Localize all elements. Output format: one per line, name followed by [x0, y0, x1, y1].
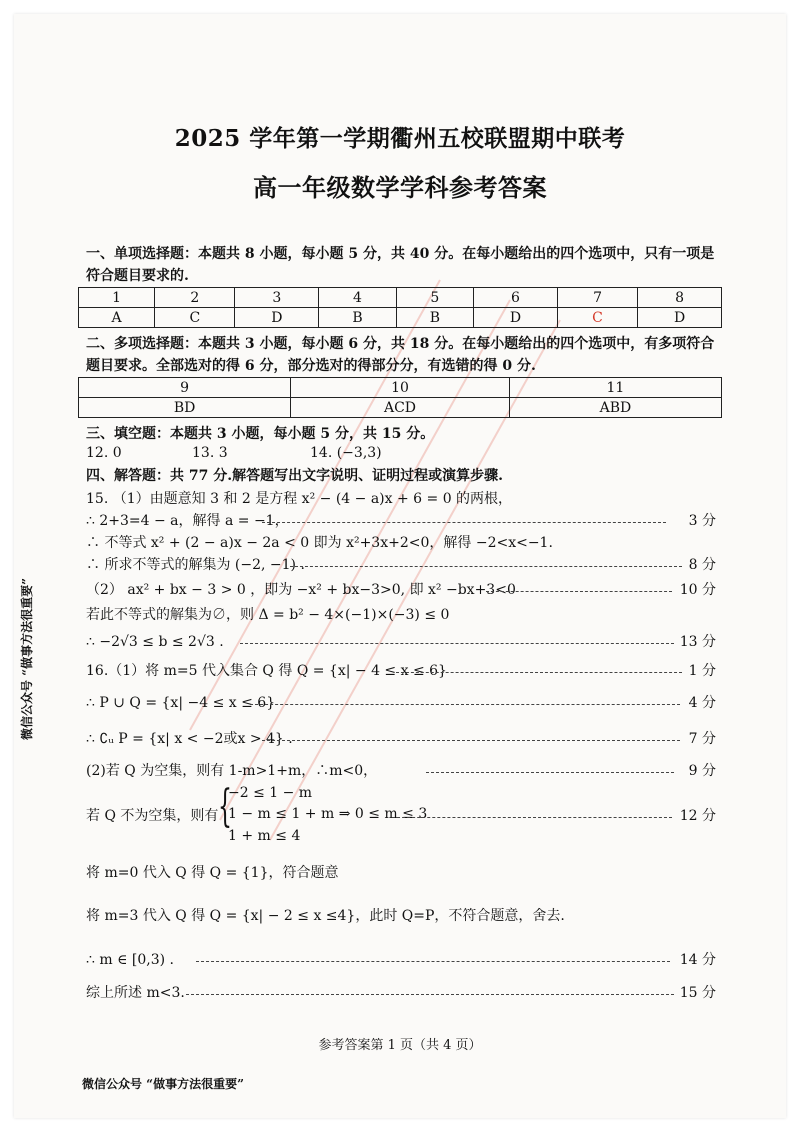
table-cell: 1 — [79, 288, 155, 308]
section1-heading: 一、单项选择题：本题共 8 小题，每小题 5 分，共 40 分。在每小题给出的四个选项中，只有一项是 — [86, 246, 715, 262]
score-mark: 7 分 — [688, 731, 716, 747]
table-cell: ABD — [509, 398, 721, 418]
section2-heading-cont: 题目要求。全部选对的得 6 分，部分选对的得部分分，有选错的得 0 分. — [86, 358, 536, 374]
dashed-leader — [196, 961, 670, 962]
mcq-multi-table — [78, 377, 722, 418]
dashed-leader — [250, 704, 680, 705]
answer-12: 12. 0 — [86, 445, 122, 461]
dashed-leader — [426, 772, 674, 773]
table-cell: D — [235, 308, 319, 328]
table-cell: 10 — [291, 378, 510, 398]
table-cell: A — [79, 308, 155, 328]
q16-line4: (2)若 Q 为空集，则有 1-m>1+m，∴m<0， — [86, 763, 378, 779]
section3-heading: 三、填空题：本题共 3 小题，每小题 5 分，共 15 分。 — [86, 426, 435, 442]
q16-line9: 综上所述 m<3. — [86, 985, 185, 1001]
section1-heading-cont: 符合题目要求的. — [86, 268, 189, 284]
q15-line6: 若此不等式的解集为∅，则 Δ = b² − 4×(−1)×(−3) ≤ 0 — [86, 607, 450, 623]
table-cell: 9 — [79, 378, 291, 398]
q16-line3: ∴ ∁ᵤ P = {x| x < −2或x > 4} . — [86, 731, 293, 747]
q15-line3: ∴ 不等式 x² + (2 − a)x − 2a < 0 即为 x²+3x+2<0，解得 −2<x<−1. — [86, 535, 553, 551]
score-mark: 10 分 — [679, 582, 716, 598]
score-mark: 15 分 — [679, 985, 716, 1001]
answer-13: 13. 3 — [192, 445, 228, 461]
q16-line6: 将 m=0 代入 Q 得 Q = {1}，符合题意 — [86, 865, 339, 881]
answer-14: 14. (−3,3) — [310, 445, 382, 461]
table-cell: 3 — [235, 288, 319, 308]
table-cell: D — [638, 308, 722, 328]
score-mark: 3 分 — [688, 513, 716, 529]
table-cell: 4 — [319, 288, 396, 308]
watermark-text: 微信公众号 “做事方法很重要” — [82, 1077, 244, 1091]
table-cell: ACD — [291, 398, 510, 418]
dashed-leader — [486, 591, 672, 592]
dashed-leader — [290, 566, 682, 567]
table-cell: 7 — [557, 288, 637, 308]
table-row — [79, 378, 722, 398]
score-mark: 1 分 — [688, 663, 716, 679]
q15-line2: ∴ 2+3=4 − a，解得 a = −1， — [86, 513, 289, 529]
q16-line1: 16.（1）将 m=5 代入集合 Q 得 Q = {x| − 4 ≤ x ≤ 6} — [86, 663, 447, 679]
table-cell: 11 — [509, 378, 721, 398]
q15-line7: ∴ −2√3 ≤ b ≤ 2√3 . — [86, 634, 224, 650]
q16-line2: ∴ P ∪ Q = {x| −4 ≤ x ≤ 6} — [86, 695, 276, 711]
system-line: −2 ≤ 1 − m — [228, 785, 313, 801]
table-cell: 6 — [474, 288, 558, 308]
table-cell: 8 — [638, 288, 722, 308]
mcq-single-table — [78, 287, 722, 328]
table-row — [79, 398, 722, 418]
score-mark: 4 分 — [688, 695, 716, 711]
watermark-side-text: 微信公众号 “做事方法很重要” — [20, 578, 34, 740]
table-cell: B — [396, 308, 473, 328]
table-cell: 2 — [155, 288, 235, 308]
score-mark: 12 分 — [679, 808, 716, 824]
exam-subtitle: 高一年级数学学科参考答案 — [253, 173, 547, 202]
table-cell: B — [319, 308, 396, 328]
table-cell: BD — [79, 398, 291, 418]
section4-heading: 四、解答题：共 77 分.解答题写出文字说明、证明过程或演算步骤. — [86, 468, 503, 484]
score-mark: 9 分 — [688, 763, 716, 779]
q16-line5: 若 Q 不为空集，则有 — [86, 808, 219, 824]
table-cell: C — [557, 308, 637, 328]
score-mark: 13 分 — [679, 634, 716, 650]
q15-line1: 15. （1）由题意知 3 和 2 是方程 x² − (4 − a)x + 6 = 0 的两根， — [86, 491, 513, 507]
exam-title: 2025 学年第一学期衢州五校联盟期中联考 — [174, 125, 626, 152]
system-brace: { — [218, 781, 232, 832]
dashed-leader — [262, 740, 680, 741]
score-mark: 8 分 — [688, 557, 716, 573]
page-footer: 参考答案第 1 页（共 4 页） — [318, 1038, 482, 1053]
q16-line8: ∴ m ∈ [0,3) . — [86, 952, 174, 968]
table-row — [79, 288, 722, 308]
table-cell: D — [474, 308, 558, 328]
section2-heading: 二、多项选择题：本题共 3 小题，每小题 6 分，共 18 分。在每小题给出的四个选项中，有多项符合 — [86, 336, 715, 352]
q16-line7: 将 m=3 代入 Q 得 Q = {x| − 2 ≤ x ≤4}，此时 Q=P，不符合题意，舍去. — [86, 908, 565, 924]
system-line: 1 + m ≤ 4 — [228, 828, 301, 844]
table-cell: 5 — [396, 288, 473, 308]
dashed-leader — [186, 994, 674, 995]
q15-line5: （2） ax² + bx − 3 > 0 ，即为 −x² + bx−3>0, 即 x² −bx+3<0 — [86, 582, 516, 598]
q15-line4: ∴ 所求不等式的解集为 (−2, −1) . — [86, 557, 305, 573]
score-mark: 14 分 — [679, 952, 716, 968]
table-cell: C — [155, 308, 235, 328]
system-line: 1 − m ≤ 1 + m ⇒ 0 ≤ m ≤ 3 — [228, 806, 428, 822]
dashed-leader — [396, 672, 682, 673]
dashed-leader — [392, 817, 672, 818]
dashed-leader — [262, 522, 666, 523]
dashed-leader — [240, 643, 674, 644]
table-row — [79, 308, 722, 328]
